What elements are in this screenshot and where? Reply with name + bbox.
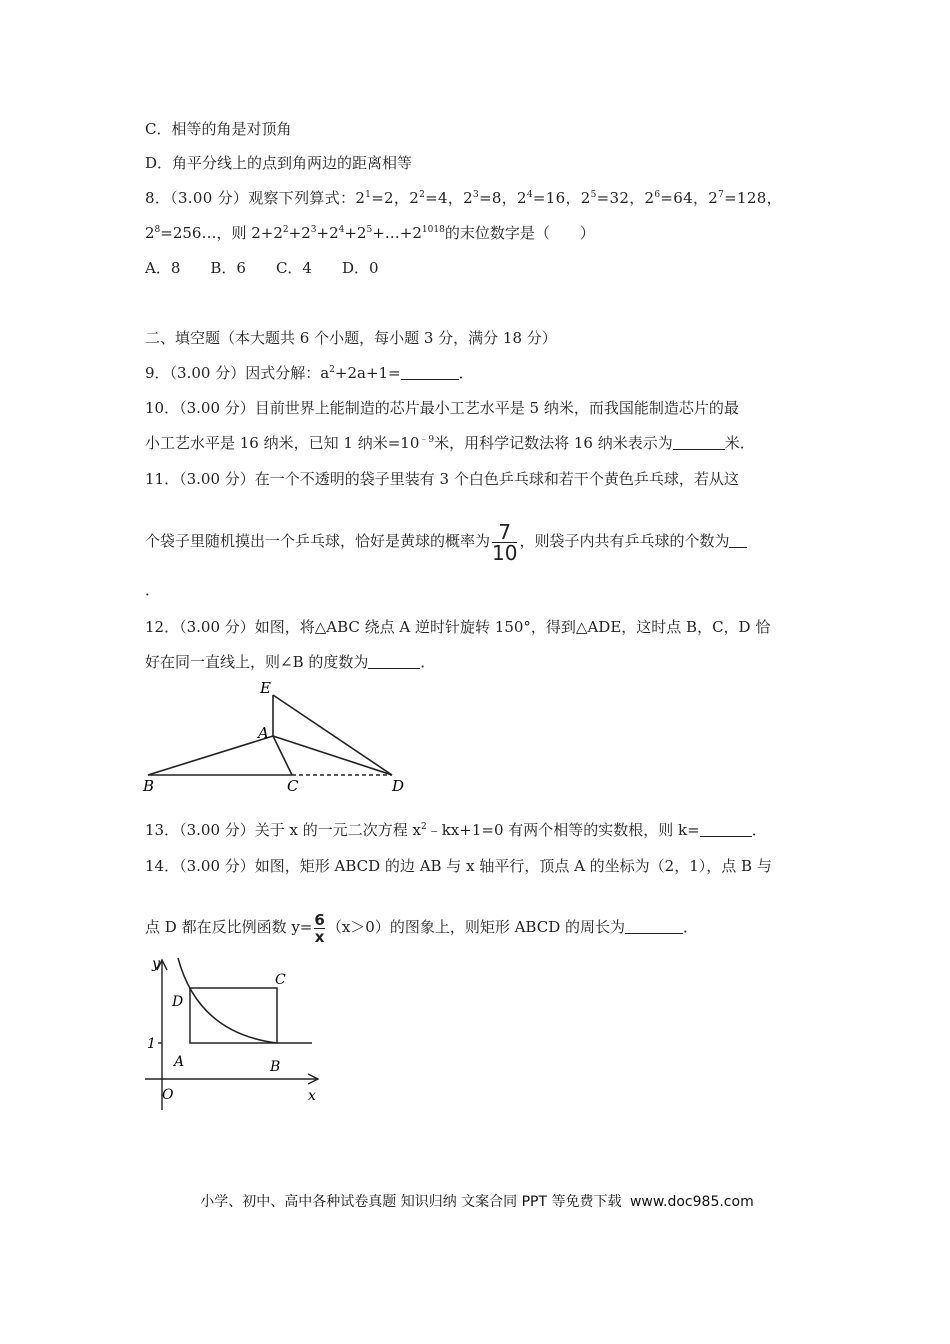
hyperbola-curve xyxy=(178,958,312,1043)
section-2-heading: 二、填空题（本大题共 6 个小题，每小题 3 分，满分 18 分） xyxy=(145,329,557,347)
q8-power-6: $2^6=64$ xyxy=(644,189,693,207)
segment-ab xyxy=(148,736,273,775)
label-o: O xyxy=(162,1087,174,1103)
q14-coordinate-figure xyxy=(140,950,330,1115)
label-e: E xyxy=(260,679,271,697)
q7-option-c: C．相等的角是对顶角 xyxy=(145,120,292,138)
label-a: A xyxy=(174,1054,185,1070)
q8-line-2: $2^8=256\dots$，则 $2+2^2+2^3+2^4+2^5+\dots+2^{1018}$的末位数字是（ ） xyxy=(145,224,595,242)
q8-line-1: 8．（3.00 分）观察下列算式：$2^1=2$，$2^2=4$，$2^3=8$，$2^4=16$，$2^5=32$，$2^6=64$，$2^7=128$， xyxy=(145,189,782,207)
q14-line-1: 14．（3.00 分）如图，矩形 ABCD 的边 AB 与 x 轴平行，顶点 A 的坐标为（2，1），点 B 与 xyxy=(145,857,772,875)
q9: 9．（3.00 分）因式分解：$a^2+2a+1=$ ． xyxy=(145,364,474,382)
q7-option-d: D．角平分线上的点到角两边的距离相等 xyxy=(145,154,413,172)
label-b: B xyxy=(270,1059,281,1075)
label-c: C xyxy=(275,972,286,988)
label-c: C xyxy=(287,777,299,795)
q11-line-1: 11．（3.00 分）在一个不透明的袋子里装有 3 个白色乒乓球和若干个黄色乒乓球，若从这 xyxy=(145,470,739,488)
label-d: D xyxy=(172,994,184,1010)
label-x: x xyxy=(308,1088,316,1104)
q10-line-2: 小工艺水平是 16 纳米，已知 1 纳米$=10^{﹣9}$米，用科学记数法将 16 纳米表示为 米． xyxy=(145,434,755,452)
q8-power-2: $2^2=4$ xyxy=(409,189,448,207)
q8-options: A．8 B．6 C．4 D．0 xyxy=(145,259,379,277)
rectangle-abcd xyxy=(190,988,277,1043)
segment-ad xyxy=(273,736,392,775)
q12-answer-blank[interactable] xyxy=(368,654,420,669)
label-b: B xyxy=(143,777,155,795)
q8-power-5: $2^5=32$ xyxy=(580,189,630,207)
footer-text: 小学、初中、高中各种试卷真题 知识归纳 文案合同 PPT 等免费下载 xyxy=(200,1194,622,1210)
q11-fraction: $\frac{7}{10}$ xyxy=(492,519,518,565)
q11-answer-blank[interactable] xyxy=(729,533,747,548)
footer-link[interactable]: www.doc985.com xyxy=(629,1194,754,1210)
label-d: D xyxy=(392,777,405,795)
q9-answer-blank[interactable] xyxy=(401,365,459,380)
q12-triangle-figure xyxy=(130,675,430,800)
label-one: 1 xyxy=(147,1036,156,1052)
q8-power-1: $2^1=2$ xyxy=(355,189,394,207)
q12-line-2: 好在同一直线上，则∠B 的度数为 ． xyxy=(145,653,436,671)
q14-answer-blank[interactable] xyxy=(625,919,683,934)
q14-line-2: 点 D 都在反比例函数 y= $\frac{6}{x}$ （x＞0）的图象上，则矩形 ABCD 的周长为 ． xyxy=(145,910,699,946)
q8-power-7: $2^7=128$ xyxy=(708,189,767,207)
q8-prefix: 8．（3.00 分）观察下列算式： xyxy=(145,189,356,207)
label-a: A xyxy=(258,724,269,742)
segment-ed xyxy=(273,695,392,775)
q14-fraction: $\frac{6}{x}$ xyxy=(314,910,325,946)
q10-answer-blank[interactable] xyxy=(673,435,725,450)
q8-power-3: $2^3=8$ xyxy=(463,189,502,207)
q13: 13．（3.00 分）关于 x 的一元二次方程 $x^2﹣kx+1=0$ 有两个相等的实数根，则 k= ． xyxy=(145,821,767,839)
q13-answer-blank[interactable] xyxy=(700,822,752,837)
label-y: y xyxy=(152,956,160,972)
q11-line-3: ． xyxy=(145,581,161,599)
q11-line-2: 个袋子里随机摸出一个乒乓球，恰好是黄球的概率为 $\frac{7}{10}$ ，则袋子内共有乒乓球的个数为 xyxy=(145,516,747,566)
footer-banner xyxy=(0,1191,950,1211)
q12-line-1: 12．（3.00 分）如图，将△ABC 绕点 A 逆时针旋转 150°，得到△ADE，这时点 B，C，D 恰 xyxy=(145,618,771,636)
q10-line-1: 10．（3.00 分）目前世界上能制造的芯片最小工艺水平是 5 纳米，而我国能制造芯片的最 xyxy=(145,399,739,417)
q8-power-4: $2^4=16$ xyxy=(517,189,566,207)
